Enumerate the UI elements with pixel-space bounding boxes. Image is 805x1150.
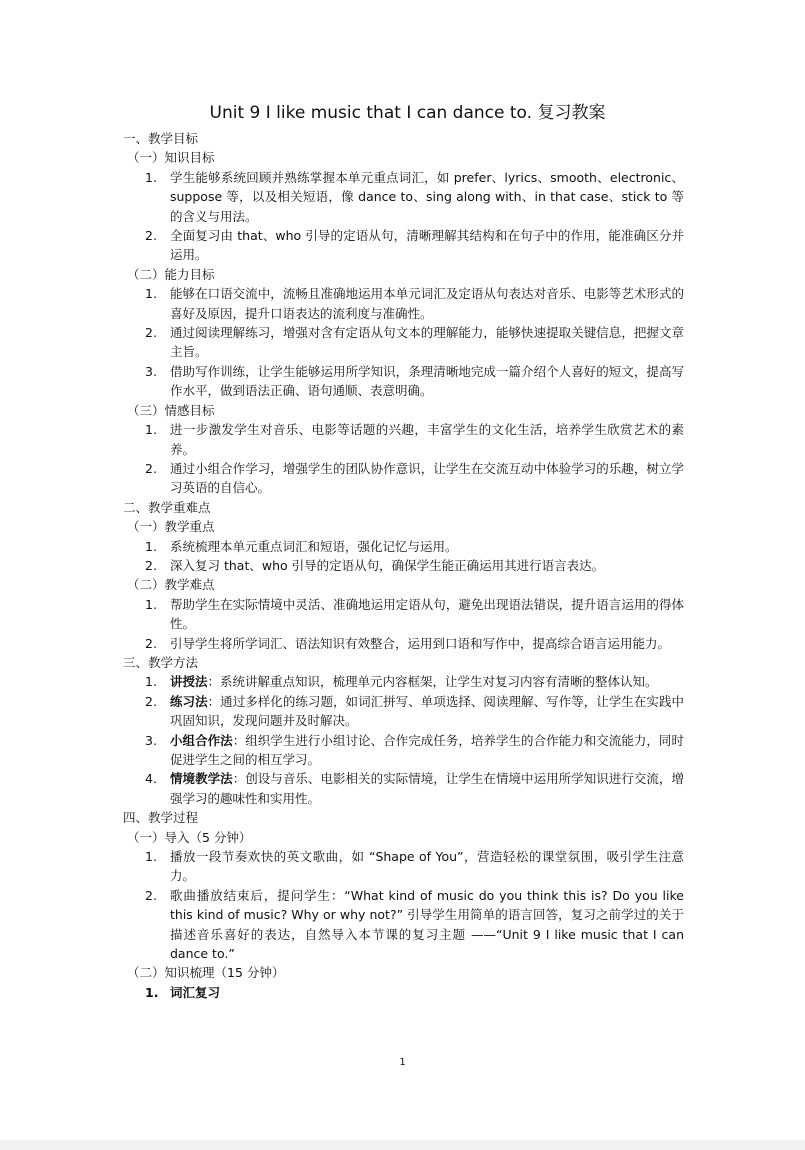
method-name: 情境教学法: [170, 771, 233, 787]
item-number: 1.: [145, 286, 157, 302]
item-text: 进一步激发学生对音乐、电影等话题的兴趣，丰富学生的文化生活，培养学生欣赏艺术的素养。: [170, 422, 684, 457]
list-item: [145, 420, 684, 459]
subsection-heading: （二）教学难点: [127, 577, 215, 593]
item-number: 4.: [145, 771, 157, 787]
item-number: 1.: [145, 169, 157, 185]
item-text: 通过阅读理解练习，增强对含有定语从句文本的理解能力，能够快速提取关键信息，把握文章主旨。: [170, 325, 684, 360]
item-number: 1.: [145, 984, 159, 1000]
method-item: [145, 692, 684, 731]
method-item: [145, 769, 684, 808]
item-number: 2.: [145, 228, 157, 244]
list-item: [145, 362, 684, 401]
item-number: 3.: [145, 363, 157, 379]
list-item: [145, 226, 684, 265]
item-number: 1.: [145, 849, 157, 865]
item-number: 1.: [145, 674, 157, 690]
item-number: 1.: [145, 422, 157, 438]
item-text: 引导学生将所学词汇、语法知识有效整合，运用到口语和写作中，提高综合语言运用能力。: [170, 635, 671, 651]
document-content: [0, 101, 805, 1002]
method-name: 讲授法: [170, 674, 208, 690]
item-text: ：组织学生进行小组讨论、合作完成任务，培养学生的合作能力和交流能力，同时促进学生之间的相互学习。: [170, 732, 684, 767]
subsection-heading: （三）情感目标: [127, 402, 215, 418]
list-item: [145, 284, 684, 323]
item-number: 2.: [145, 557, 157, 573]
list-item: [145, 595, 684, 634]
item-number: 2.: [145, 887, 157, 903]
item-number: 2.: [145, 635, 157, 651]
item-text: 全面复习由 that、who 引导的定语从句，清晰理解其结构和在句子中的作用，能准确区分并运用。: [170, 228, 684, 263]
list-item: [145, 323, 684, 362]
item-number: 1.: [145, 596, 157, 612]
item-text: ：通过多样化的练习题，如词汇拼写、单项选择、阅读理解、写作等，让学生在实践中巩固知识，发现问题并及时解决。: [170, 693, 684, 729]
list-item: [145, 537, 684, 556]
method-item: [145, 731, 684, 770]
subsection-heading: （一）教学重点: [127, 519, 215, 535]
item-text: 词汇复习: [170, 984, 221, 1000]
item-text: 学生能够系统回顾并熟练掌握本单元重点词汇，如 prefer、lyrics、smooth、electronic、suppose 等，以及相关短语，像 dance to、sing along with、in that case、stick to 等的含义与用法。: [170, 169, 684, 224]
document-title: Unit 9 I like music that I can dance to. 复习教案: [209, 103, 606, 123]
list-item: [145, 886, 684, 964]
section-heading: 二、教学重难点: [123, 499, 211, 515]
method-name: 小组合作法: [170, 732, 233, 748]
item-text: 能够在口语交流中，流畅且准确地运用本单元词汇及定语从句表达对音乐、电影等艺术形式的喜好及原因，提升口语表达的流利度与准确性。: [170, 286, 684, 321]
item-text: 帮助学生在实际情境中灵活、准确地运用定语从句，避免出现语法错误，提升语言运用的得体性。: [170, 596, 684, 632]
section-heading: 三、教学方法: [123, 654, 199, 670]
subsection-heading: （一）导入（5 分钟）: [127, 829, 252, 845]
item-number: 1.: [145, 538, 157, 554]
item-text: ：创设与音乐、电影相关的实际情境，让学生在情境中运用所学知识进行交流，增强学习的趣味性和实用性。: [170, 771, 684, 806]
list-item: [145, 459, 684, 498]
item-number: 3.: [145, 732, 157, 748]
section-heading: 一、教学目标: [123, 131, 199, 146]
list-item: [145, 983, 684, 1002]
list-item: [145, 634, 684, 653]
page-number: 1: [399, 1057, 406, 1068]
subsection-heading: （二）能力目标: [127, 266, 215, 282]
subsection-heading: （二）知识梳理（15 分钟）: [127, 965, 285, 981]
method-name: 练习法: [170, 693, 208, 709]
list-item: [145, 556, 684, 575]
item-text: 通过小组合作学习，增强学生的团队协作意识，让学生在交流互动中体验学习的乐趣，树立学习英语的自信心。: [170, 460, 684, 496]
subsection-heading: （一）知识目标: [127, 150, 215, 166]
section-heading: 四、教学过程: [123, 810, 199, 826]
item-number: 2.: [145, 325, 157, 341]
item-text: 播放一段节奏欢快的英文歌曲，如 “Shape of You”，营造轻松的课堂氛围，吸引学生注意力。: [170, 849, 684, 884]
item-number: 2.: [145, 460, 157, 476]
item-text: 系统梳理本单元重点词汇和短语，强化记忆与运用。: [170, 538, 458, 554]
list-item: [145, 168, 684, 226]
method-item: [145, 672, 684, 691]
item-text: ：系统讲解重点知识，梳理单元内容框架，让学生对复习内容有清晰的整体认知。: [207, 674, 658, 690]
item-number: 2.: [145, 693, 157, 709]
item-text: 借助写作训练，让学生能够运用所学知识，条理清晰地完成一篇介绍个人喜好的短文，提高写作水平，做到语法正确、语句通顺、表意明确。: [170, 363, 684, 399]
list-item: [145, 847, 684, 886]
item-text: 歌曲播放结束后，提问学生：“What kind of music do you think this is? Do you like this kind of music? Why or why not?” 引导学生用简单的语言回答，复习之前学过的关于描述音乐喜好的表达，自然导入本节课的复习主题 ——“Unit 9 I like music that I can dance to.”: [170, 887, 684, 962]
item-text: 深入复习 that、who 引导的定语从句，确保学生能正确运用其进行语言表达。: [170, 557, 605, 573]
